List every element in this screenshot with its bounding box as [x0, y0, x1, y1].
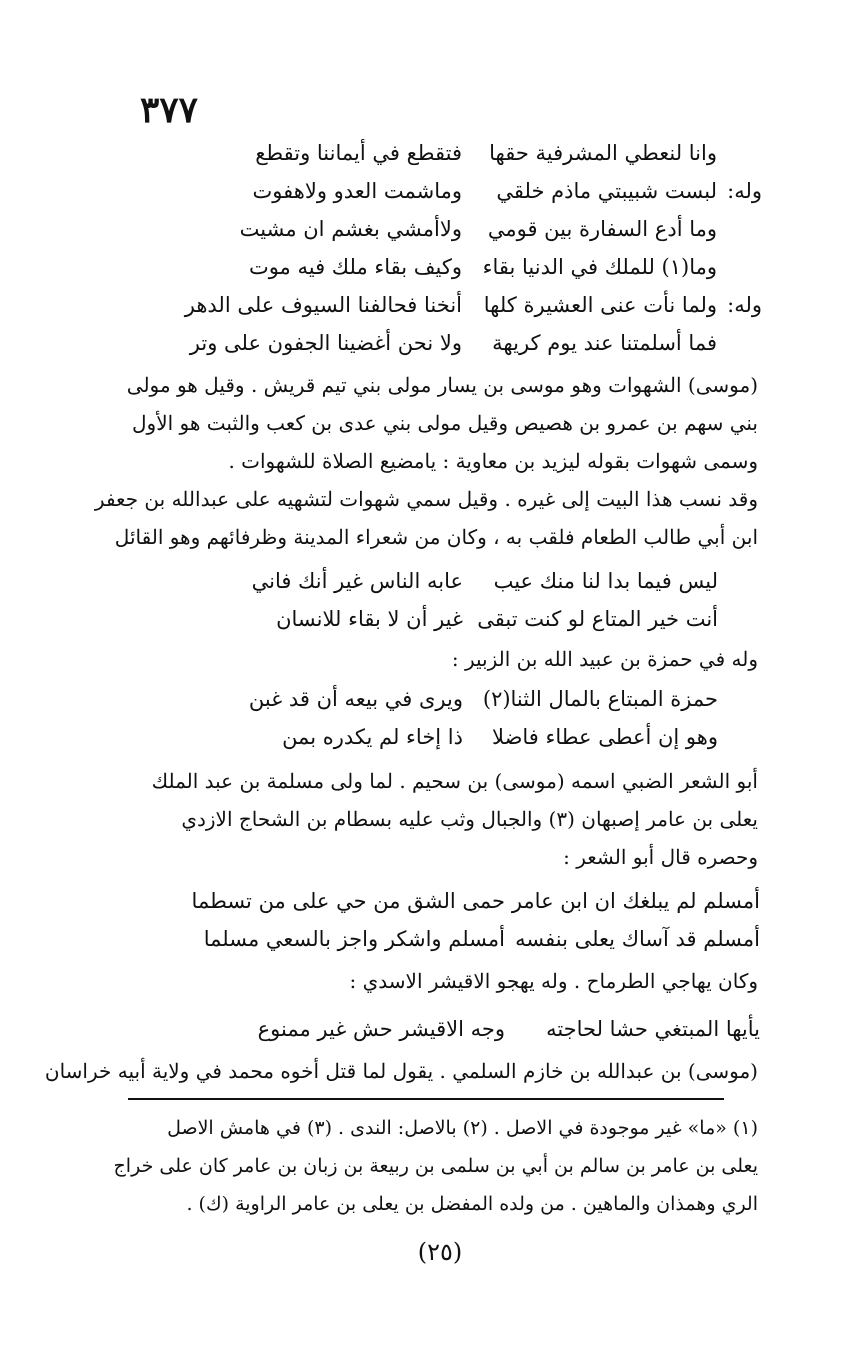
footnote-line: (١) «ما» غير موجودة في الاصل . (٢) بالاصل: الندى . (٣) في هامش الاصل — [167, 1117, 758, 1139]
verse-line — [178, 680, 718, 718]
verse-line — [178, 718, 718, 756]
verse-hemistich-first: وهو إن أعطى عطاء فاضلا — [492, 725, 718, 749]
verse-hemistich-first: يأيها المبتغي حشا لحاجته — [546, 1017, 760, 1041]
verse-label — [717, 210, 762, 248]
prose-line: وسمى شهوات بقوله ليزيد بن معاوية : يامضيع الصلاة للشهوات . — [228, 449, 758, 473]
verse-line — [178, 600, 718, 638]
verse-hemistich-first: أمسلم لم يبلغك ان ابن عامر — [511, 889, 760, 913]
verse-hemistich-second: أنخنا فحالفنا السيوف على الدهر — [184, 293, 462, 317]
verse-line — [145, 1010, 760, 1048]
verse-hemistich-first: ولما نأت عنى العشيرة كلها — [483, 293, 717, 317]
verse-hemistich-second: ذا إخاء لم يكدره بمن — [282, 725, 463, 749]
prose-line: أبو الشعر الضبي اسمه (موسى) بن سحيم . لما ولى مسلمة بن عبد الملك — [151, 769, 758, 793]
verse-hemistich-second: ولاأمشي بغشم ان مشيت — [239, 217, 462, 241]
verse-hemistich-second: وكيف بقاء ملك فيه موت — [248, 255, 462, 279]
prose-line: وقد نسب هذا البيت إلى غيره . وقيل سمي شهوات لتشهيه على عبدالله بن جعفر — [94, 487, 758, 511]
verse-hemistich-second: غير أن لا بقاء للانسان — [276, 607, 463, 631]
verse-line — [132, 248, 762, 286]
verse-hemistich-second: فتقطع في أيماننا وتقطع — [255, 141, 462, 165]
prose-line: يعلى بن عامر إصبهان (٣) والجبال وثب عليه بسطام بن الشحاج الازدي — [181, 807, 758, 831]
verse-line — [132, 172, 762, 210]
verse-hemistich-second: أمسلم واشكر واجز بالسعي مسلما — [203, 927, 505, 951]
footnote-divider — [128, 1098, 724, 1100]
verse-hemistich-first: أمسلم قد آساك يعلى بنفسه — [515, 927, 760, 951]
prose-line: بني سهم بن عمرو بن هصيص وقيل مولى بني عدى بن كعب والثبت هو الأول — [132, 411, 758, 435]
verse-label — [717, 248, 762, 286]
verse-line — [178, 562, 718, 600]
verse-hemistich-second: عابه الناس غير أنك فاني — [251, 569, 463, 593]
verse-line — [132, 210, 762, 248]
verse-hemistich-second: ولا نحن أغضينا الجفون على وتر — [189, 331, 462, 355]
verse-line — [132, 134, 762, 172]
prose-line: (موسى) بن عبدالله بن خازم السلمي . يقول لما قتل أخوه محمد في ولاية أبيه خراسان — [44, 1059, 758, 1083]
verse-hemistich-first: ليس فيما بدا لنا منك عيب — [493, 569, 718, 593]
verse-label — [717, 324, 762, 362]
prose-line: وكان يهاجي الطرماح . وله يهجو الاقيشر الاسدي : — [349, 969, 758, 993]
verse-line — [145, 882, 760, 920]
verse-hemistich-second: وماشمت العدو ولاهفوت — [252, 179, 462, 203]
signature-mark: (٢٥) — [417, 1238, 463, 1266]
verse-hemistich-second: وجه الاقيشر حش غير ممنوع — [257, 1017, 505, 1041]
verse-hemistich-first: وما(١) للملك في الدنيا بقاء — [482, 255, 717, 279]
verse-hemistich-first: أنت خير المتاع لو كنت تبقى — [477, 607, 718, 631]
verse-label: وله: — [727, 179, 762, 203]
verse-hemistich-second: حمى الشق من حي على من تسطما — [191, 889, 505, 913]
prose-line: وحصره قال أبو الشعر : — [563, 845, 758, 869]
verse-hemistich-first: فما أسلمتنا عند يوم كريهة — [492, 331, 717, 355]
prose-line: وله في حمزة بن عبيد الله بن الزبير : — [451, 647, 758, 671]
footnote-line: الري وهمذان والماهين . من ولده المفضل بن يعلى بن عامر الراوية (ك) . — [186, 1193, 758, 1215]
page-number: ٣٧٧ — [140, 89, 199, 131]
verse-hemistich-first: وانا لنعطي المشرفية حقها — [489, 141, 717, 165]
verse-hemistich-first: حمزة المبتاع بالمال الثنا(٢) — [482, 687, 718, 711]
verse-hemistich-first: لبست شبيبتي ماذم خلقي — [496, 179, 717, 203]
verse-line — [145, 920, 760, 958]
verse-hemistich-first: وما أدع السفارة بين قومي — [487, 217, 717, 241]
footnote-line: يعلى بن عامر بن سالم بن أبي بن سلمى بن ربيعة بن زبان بن عامر كان على خراج — [113, 1155, 758, 1177]
verse-hemistich-second: ويرى في بيعه أن قد غبن — [248, 687, 463, 711]
prose-line: (موسى) الشهوات وهو موسى بن يسار مولى بني تيم قريش . وقيل هو مولى — [126, 373, 758, 397]
verse-label — [717, 134, 762, 172]
prose-line: ابن أبي طالب الطعام فلقب به ، وكان من شعراء المدينة وظرفائهم وهو القائل — [114, 525, 758, 549]
verse-label: وله: — [727, 293, 762, 317]
verse-line — [132, 324, 762, 362]
verse-line — [132, 286, 762, 324]
